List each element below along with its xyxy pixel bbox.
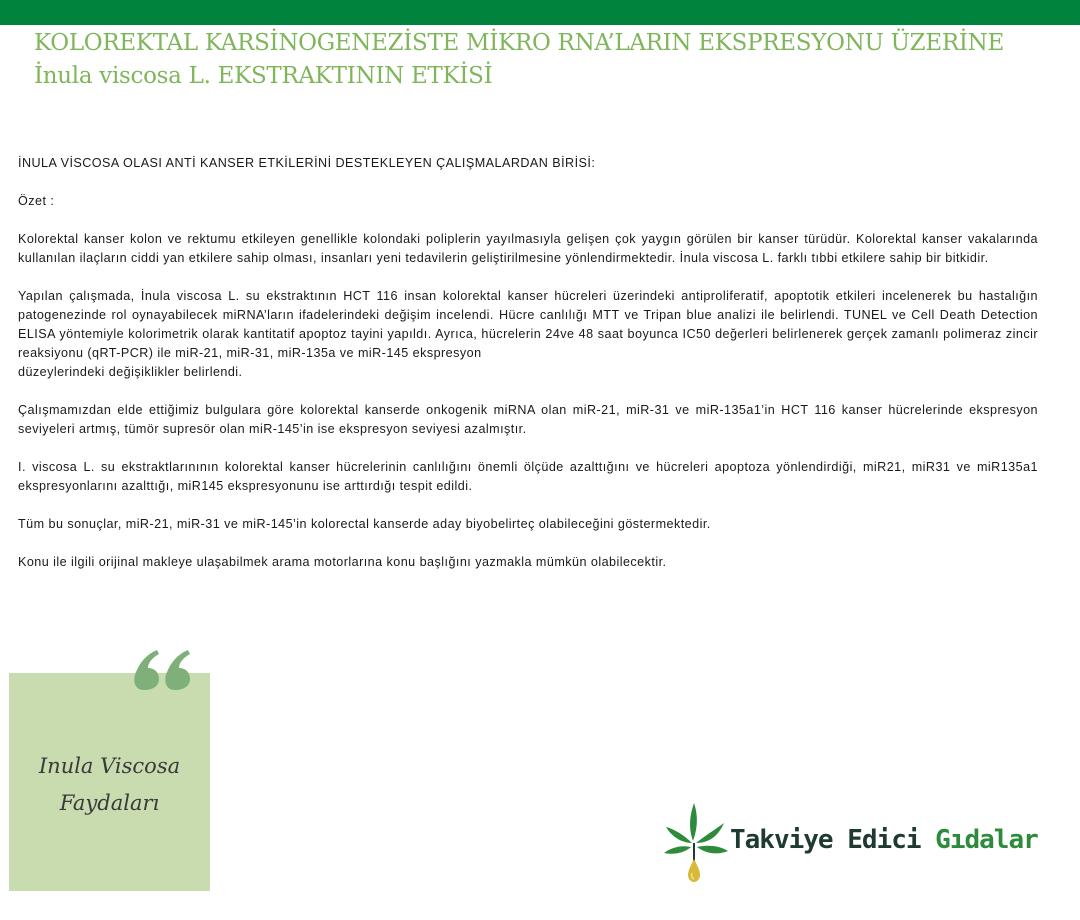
brand-word-1: Takviye [730,825,833,855]
paragraph-findings: Çalışmamızdan elde ettiğimiz bulgulara göre kolorektal kanserde onkogenik miRNA olan miR-21, miR-31 ve miR-135a1’in HCT 116 kanser hücrelerinde ekspresyon seviyeleri artmış, tümör supresör olan miR-145’in ise ekspresyon seviyesi azalmıştır. [18,403,1038,436]
summary-label: Özet : [18,194,55,208]
top-color-bar [0,0,1080,25]
paragraph-summary: Tüm bu sonuçlar, miR-21, miR-31 ve miR-145’in kolorectal kanserde aday biyobelirteç olabileceğini göstermektedir. [18,517,711,531]
quote-line-1: Inula Viscosa [38,754,181,778]
quote-text [9,748,210,822]
paragraph-conclusion: I. viscosa L. su ekstraktlarınının kolorektal kanser hücrelerinin canlılığını önemli ölçüde azalttığını ve hücreleri apoptoza yönlendirdiği, miR21, miR31 ve miR135a1 ekspresyonlarını azalttığı, miR145 ekspresyonunu ise arttırdığı tespit edildi. [18,460,1038,493]
cannabis-leaf-icon [660,797,732,885]
paragraph-method: Yapılan çalışmada, İnula viscosa L. su ekstraktının HCT 116 insan kolorektal kanser hücreleri üzerindeki antiproliferatif, apoptotik etkileri incelenerek bu hastalığın patogenezinde rol oynayabilecek miRNA’ların ifadelerindeki değişim incelendi. Hücre canlılığı MTT ve Tripan blue analizi ile belirlendi. TUNEL ve Cell Death Detection ELISA yöntemiyle kolorimetrik olarak kantitatif apoptoz tayini yapıldı. Ayrıca, hücrelerin 24ve 48 saat boyunca IC50 değerleri belirlenerek gerçek zamanlı polimeraz zincir reaksiyonu (qRT-PCR) ile miR-21, miR-31, miR-135a ve miR-145 ekspresyon [18,289,1038,360]
article-heading: İNULA VİSCOSA OLASI ANTİ KANSER ETKİLERİNİ DESTEKLEYEN ÇALIŞMALARDAN BİRİSİ: [18,156,596,170]
brand-name [730,825,1038,855]
title-line-1: KOLOREKTAL KARSİNOGENEZİSTE MİKRO RNA’LARIN EKSPRESYONU ÜZERİNE [34,30,1004,56]
brand-word-3: Gıdalar [935,825,1038,855]
brand-logo [660,797,1050,887]
quote-mark-icon [130,630,194,700]
paragraph-intro: Kolorektal kanser kolon ve rektumu etkileyen genellikle kolondaki poliplerin yayılmasıyla gelişen çok yaygın görülen bir kanser türüdür. Kolorektal kanser vakalarında kullanılan ilaçların ciddi yan etkilere sahip olması, insanları yeni tedavilerin geliştirilmesine yönlendirmektedir. İnula viscosa L. farklı tıbbi etkilere sahip bir bitkidir. [18,232,1038,265]
brand-word-2: Edici [847,825,921,855]
paragraph-reference-note: Konu ile ilgili orijinal makleye ulaşabilmek arama motorlarına konu başlığını yazmakla mümkün olabilecektir. [18,555,667,569]
paragraph-method-end: düzeylerindeki değişiklikler belirlendi. [18,365,243,379]
title-line-2: İnula viscosa L. EKSTRAKTININ ETKİSİ [34,63,493,89]
page-title [34,27,1034,93]
article-body [18,154,1038,591]
quote-line-2: Faydaları [59,791,160,815]
